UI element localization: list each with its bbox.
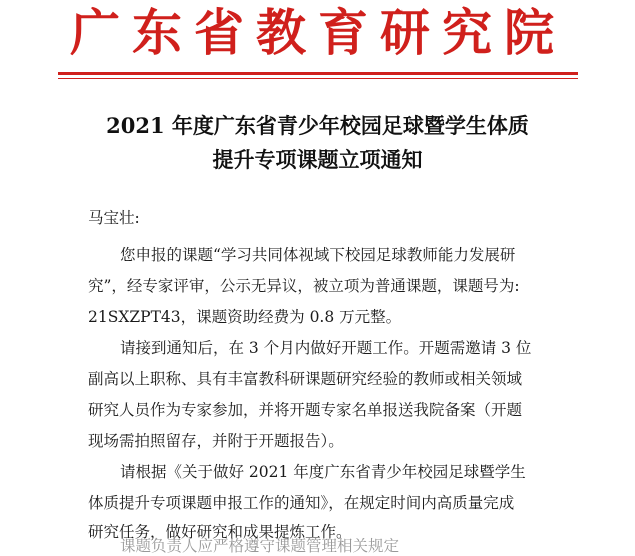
partial-cut-line: 课题负责人应严格遵守课题管理相关规定	[120, 537, 400, 555]
paragraph-line: 研究人员作为专家参加，并将开题专家名单报送我院备案（开题	[88, 401, 523, 419]
doc-title-line-2: 提升专项课题立项通知	[212, 147, 423, 172]
paragraph-line: 体质提升专项课题申报工作的通知》，在规定时间内高质量完成	[88, 494, 515, 512]
paragraph-line: 21SXZPT43，课题资助经费为 0.8 万元整。	[88, 308, 402, 326]
paragraph-line: 究”，经专家评审，公示无异议，被立项为普通课题，课题号为:	[88, 277, 520, 295]
org-letterhead: 广东省教育研究院	[70, 3, 566, 62]
letterhead-rule-thin	[58, 78, 578, 79]
letterhead-rule-thick	[58, 72, 578, 75]
paragraph-line: 副高以上职称、具有丰富教科研课题研究经验的教师或相关领域	[88, 370, 523, 388]
doc-title-line-1: 2021 年度广东省青少年校园足球暨学生体质	[106, 113, 529, 138]
paragraph-line: 研究任务，做好研究和成果提炼工作。	[88, 523, 352, 541]
paragraph-line: 现场需拍照留存，并附于开题报告）。	[88, 432, 344, 450]
paragraph-line: 您申报的课题“学习共同体视域下校园足球教师能力发展研	[120, 246, 516, 264]
paragraph-line: 请根据《关于做好 2021 年度广东省青少年校园足球暨学生	[120, 463, 526, 481]
salutation: 马宝壮:	[88, 209, 140, 227]
paragraph-line: 请接到通知后，在 3 个月内做好开题工作。开题需邀请 3 位	[120, 339, 532, 357]
